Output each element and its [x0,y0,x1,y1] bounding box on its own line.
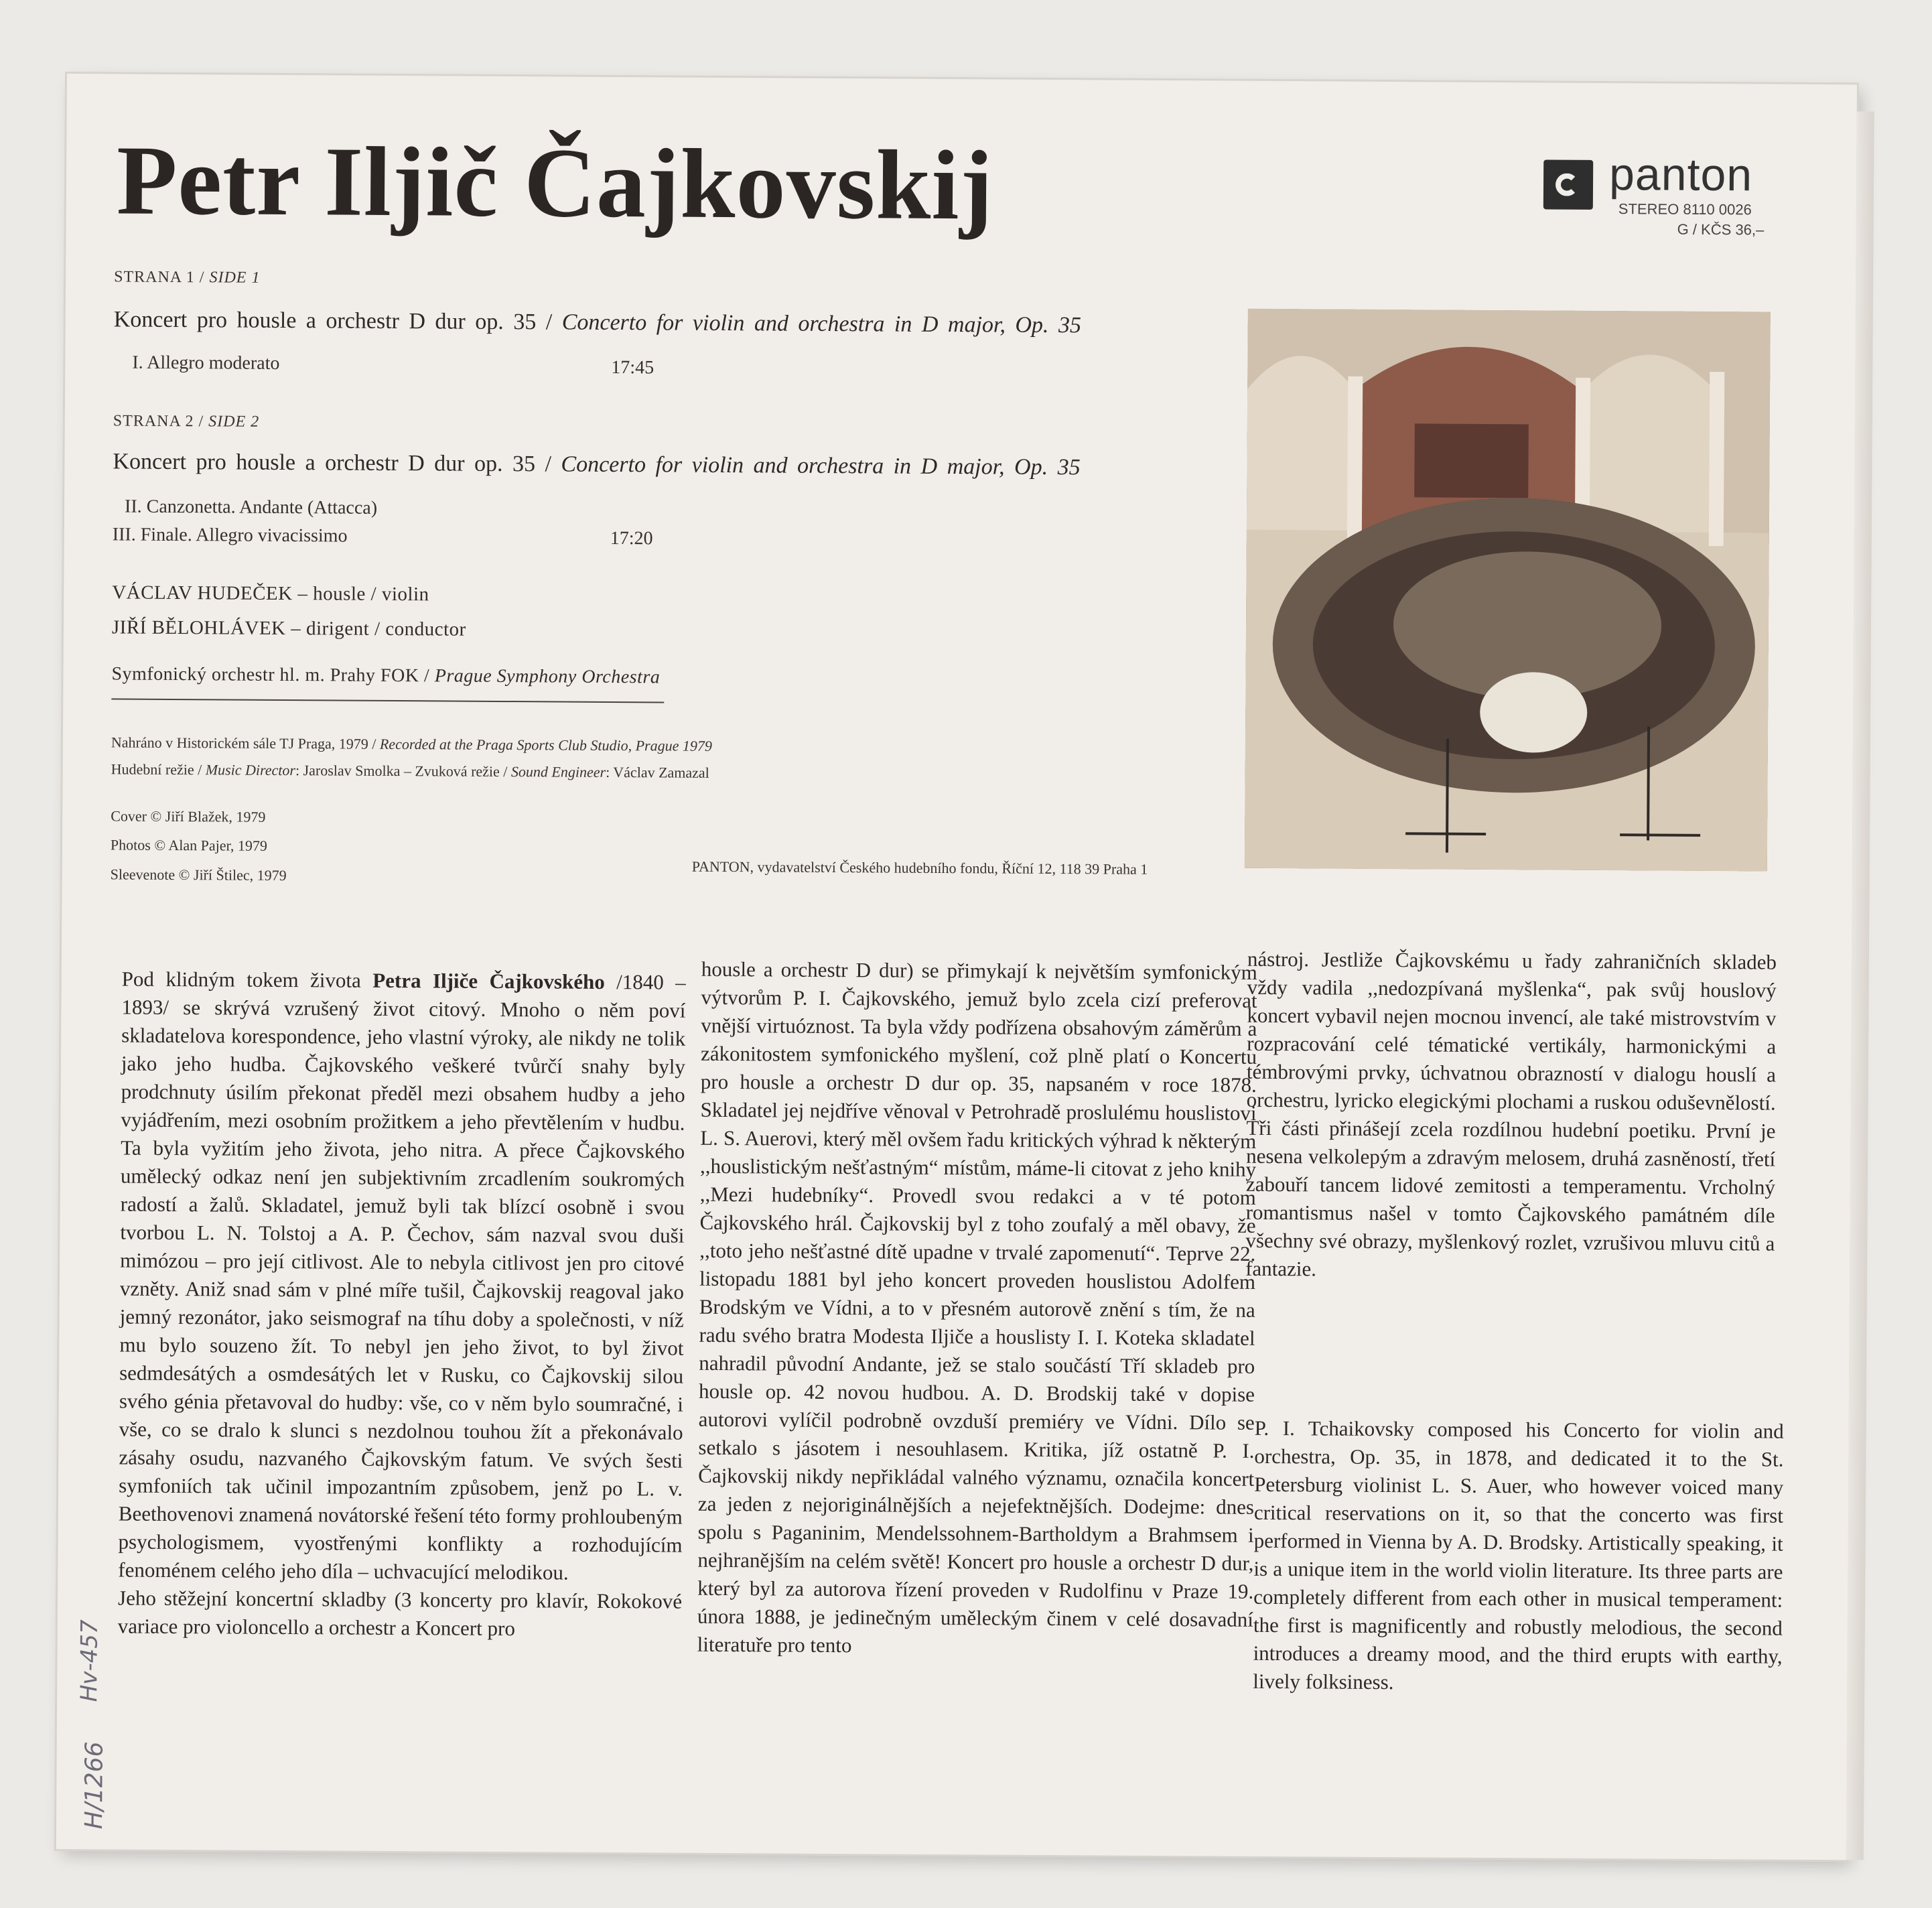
sleevenote-credit: Sleevenote © Jiří Štilec, 1979 [110,866,287,884]
handwritten-note: Hv-457 [76,1619,103,1702]
record-sleeve [56,74,1857,1860]
side2-work: Koncert pro housle a orchestr D dur op. 35 / Concerto for violin and orchestra in D major, Op. 35 [113,449,1081,480]
recording-credit: Nahráno v Historickém sále TJ Praga, 1979 / Recorded at the Praga Sports Club Studio, Prague 1979 [111,734,712,754]
notes-column-1: Pod klidným tokem života Petra Iljiče Čajkovského /1840 – 1893/ se skrývá vzrušený život citový. Mnoho o něm poví skladatelova korespondence, jeho vlastní výroky, ale nikdy ne tolik jako jeho hudba. Čajkovského veškeré tvůrčí snahy byly prodchnuty úsilím překonat předěl mezi obsahem hudby a jeho vyjádřením, mezi osobním prožitkem a jeho převtělením v hudbu. Ta byla vyžitím jeho života, jeho nitra. A přece Čajkovského umělecký odkaz není jen subjektivním zrcadlením soukromých radostí a žalů. Skladatel, jemuž byli tak blízcí osobně i svou tvorbou L. N. Tolstoj a A. P. Čechov, sám nazval svou duši mimózou – pro její citlivost. Ale to nebyla citlivost jen pro citové vzněty. Aniž snad sám v plné míře tušil, Čajkovskij reagoval jako jemný rezonátor, jako seismograf na tíhu doby a společnosti, v níž mu bylo souzeno žít. To nebyl jen jeho život, to byl život sedmdesátých a osmdesátých let v Rusku, co Čajkovskij silou svého génia přetavoval do hudby: vše, co v něm bylo soumračné, i vše, co se dralo k slunci s nezdolnou touhou žít a překonávalo zásahy osudu, nazvaného Čajkovským fatum. Ve svých šesti symfoniích tak učinil impozantním způsobem, jenž po L. v. Beethovenovi znamená novátorské řešení této formy prohloubeným psychologismem, vyostřenými konflikty a rozhodujícím fenoménem celého jeho díla – uchvacující melodikou. Jeho stěžejní koncertní skladby (3 koncerty pro klavír, Rokokové variace pro violoncello a orchestr a Koncert pro [117,967,686,1641]
notes-column-2: housle a orchestr D dur) se přimykají k největším symfonickým výtvorům P. I. Čajkovského, jemuž bylo zcela cizí preferovat vnější virtuóznost. Ta byla vždy podřízena obsahovým záměrům a zákonitostem symfonického myšlení, což plně platí o Koncertu pro housle a orchestr D dur op. 35, napsaném v roce 1878. Skladatel jej nejdříve věnoval v Petrohradě proslulému houslistovi L. S. Auerovi, který měl ovšem řadu kritických výhrad k některým ,,houslistickým nešťastným“ místům, máme-li citovat z jeho knihy ,,Mezi hudebníky“. Provedl svou redakci a v té potom Čajkovského hrál. Čajkovskij byl z toho zoufalý a měl obavy, že ,,toto jeho nešťastné dítě upadne v trvalé zapomenutí“. Teprve 22. listopadu 1881 byl jeho koncert proveden houslistou Adolfem Brodským ve Vídni, a to v přesném autorově znění s tím, že na radu svého bratra Modesta Iljiče a houslisty I. I. Koteka skladatel nahradil původní Andante, jež se stalo součástí Tří skladeb pro housle op. 42 novou hudbou. A. D. Brodskij také v dopise autorovi vylíčil podrobně ovzduší premiéry ve Vídni. Dílo se setkalo s jásotem i nesouhlasem. Kritika, jíž ostatně P. I. Čajkovskij nikdy nepřikládal valného významu, označila koncert za jeden z nejoriginálnějších a nejefektnějších. Dodejme: dnes spolu s Paganinim, Mendelssohnem-Bartholdym a Brahmsem i nejhranějším na celém světě! Koncert pro housle a orchestr D dur, který byl za autorova řízení proveden v Rudolfinu v Praze 19. února 1888, je jedinečným uměleckým činem v celé dosavadní literatuře pro tento [697,957,1257,1657]
track-title: III. Finale. Allegro vivacissimo [112,524,348,547]
panton-logo [1543,149,1799,241]
sleeve-edge [1846,111,1874,1860]
notes-english: P. I. Tchaikovsky composed his Concerto for violin and orchestra, Op. 35, in 1878, and dedicated it to the St. Petersburg violinist L. S. Auer, who however voiced many critical reservations on it, so that the concerto was first performed in Vienna by A. D. Brodsky. Artistically speaking, it is a unique item in the world violin literature. Its three parts are completely different from each other in musical temperament: the first is magnificently and robustly melodious, the second introduces a dreamy mood, and the third erupts with earthy, lively folksiness. [1253,1416,1784,1694]
price: G / KČS 36,– [1677,220,1765,238]
production-credit: Hudební režie / Music Director: Jaroslav Smolka – Zvuková režie / Sound Engineer: Václav Zamazal [111,760,709,781]
soloist: VÁCLAV HUDEČEK – housle / violin [112,582,429,606]
orchestra-photo-image [1245,309,1771,872]
track-title: II. Canzonetta. Andante (Attacca) [124,496,378,519]
side1-work: Koncert pro housle a orchestr D dur op. 35 / Concerto for violin and orchestra in D major, Op. 35 [113,307,1082,338]
divider [111,698,664,703]
orchestra-photo [1245,309,1771,872]
panton-logo-icon [1543,159,1593,209]
composer-title: Petr Iljič Čajkovskij [116,125,994,241]
notes-column-3: nástroj. Jestliže Čajkovskému u řady zahraničních skladeb vždy vadila ,,nedozpívaná myšlenka“, pak svůj houslový koncert vybavil nejen mocnou invencí, ale také mistrovstvím v rozpracování celé tématické vertikály, harmonickými a témbrovými prvky, úchvatnou obrazností v dialogu houslí a orchestru, lyricko elegickými plochami a ruskou oduševnělostí. Tři části přinášejí zcela rozdílnou hudební poetiku. První je nesena velkolepým a zdravým melosem, druhá zasněností, třetí zabouří tancem lidové zemitosti a temperamentu. Vrcholný romantismus našel v tomto Čajkovského památném díle všechny své obrazy, myšlenkový rozlet, vzrušivou mluvu citů a fantazie. [1245,947,1777,1281]
track-time: 17:45 [611,356,654,379]
label-name: panton [1608,149,1753,201]
side1-label: STRANA 1 / SIDE 1 [114,268,261,287]
track-time: 17:20 [610,527,653,549]
orchestra: Symfonický orchestr hl. m. Prahy FOK / Prague Symphony Orchestra [111,663,661,688]
side2-label: STRANA 2 / SIDE 2 [113,412,260,431]
catalog-number: STEREO 8110 0026 [1618,200,1752,218]
photos-credit: Photos © Alan Pajer, 1979 [110,836,268,854]
handwritten-note: H/1266 [80,1741,109,1830]
track-title: I. Allegro moderato [132,352,280,374]
cover-credit: Cover © Jiří Blažek, 1979 [111,807,266,825]
publisher-address: PANTON, vydavatelství Českého hudebního fondu, Říční 12, 118 39 Praha 1 [691,858,1148,878]
conductor: JIŘÍ BĚLOHLÁVEK – dirigent / conductor [111,616,466,640]
